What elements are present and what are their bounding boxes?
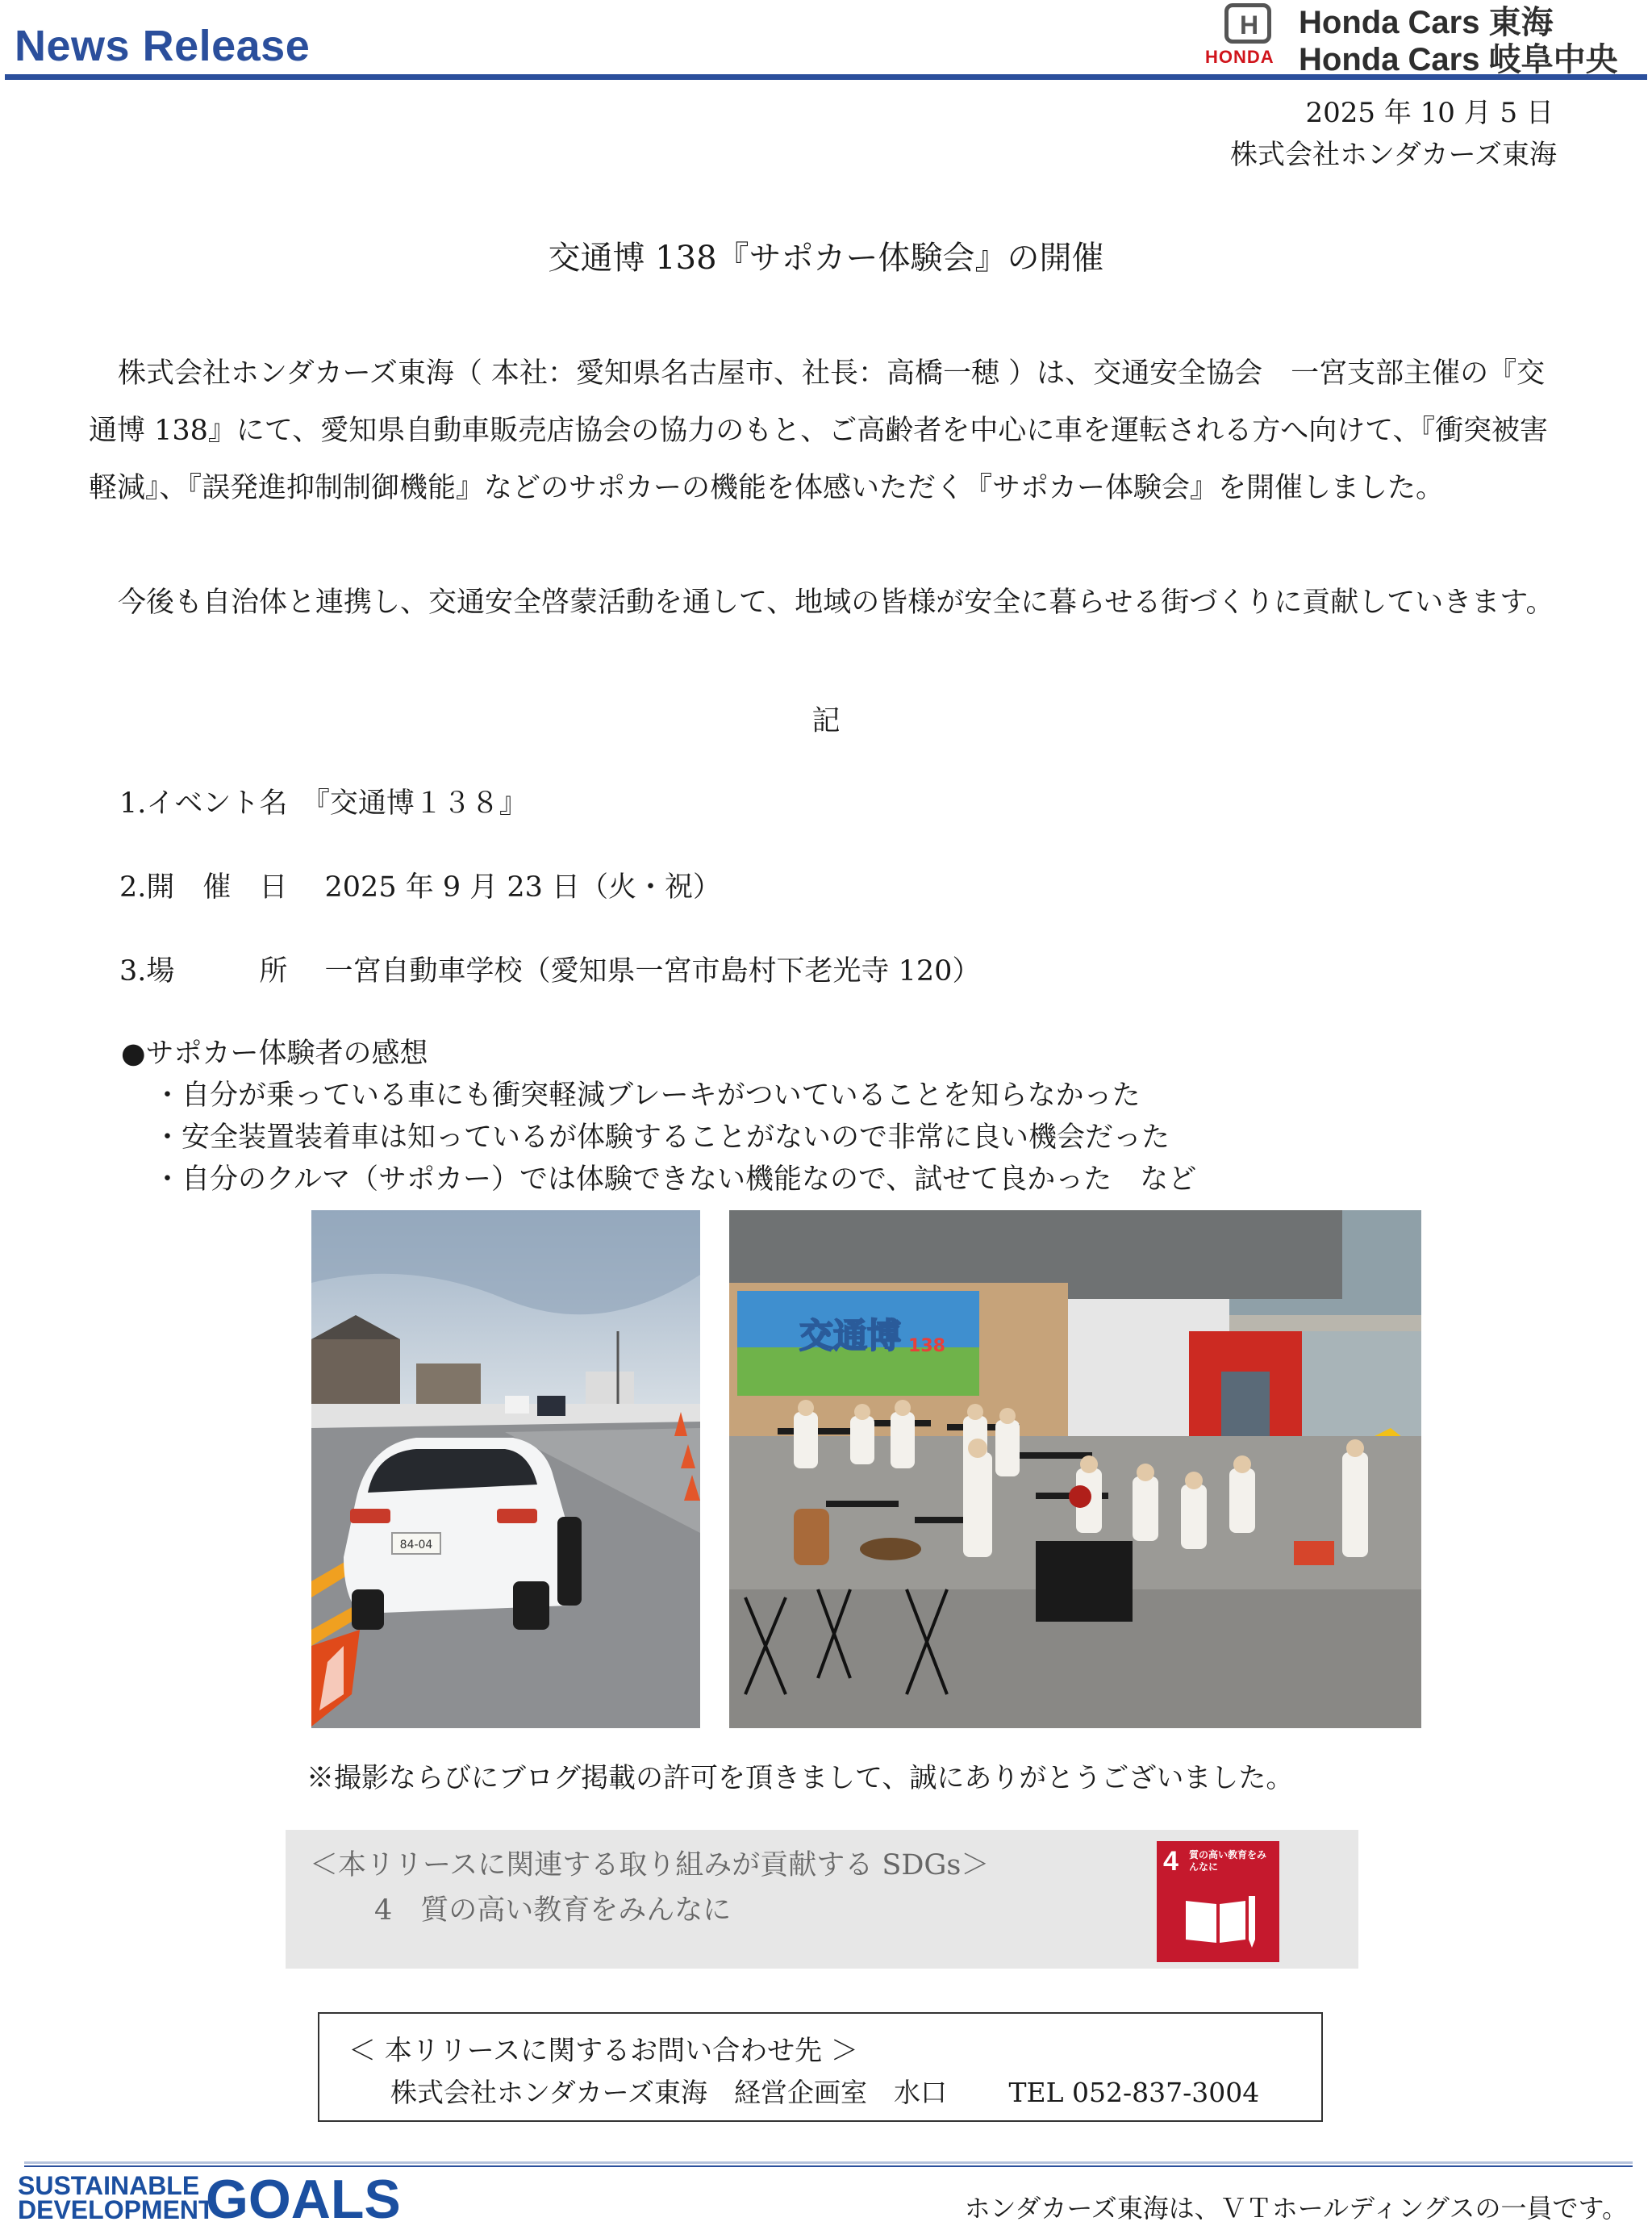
sdgs-logo-line-2: DEVELOPMENT bbox=[18, 2195, 215, 2224]
sdg4-number: 4 bbox=[1163, 1846, 1179, 1877]
body-paragraph-2-text: 今後も自治体と連携し、交通安全啓蒙活動を通して、地域の皆様が安全に暮らせる街づくりに貢献していきます。 bbox=[118, 587, 1554, 619]
document-title: 交通博 138『サポカー体験会』の開催 bbox=[548, 240, 1104, 277]
open-book-pencil-icon bbox=[1181, 1893, 1258, 1949]
news-release-heading: News Release bbox=[15, 22, 311, 70]
banner-title-text: 交通博 bbox=[799, 1316, 902, 1355]
impression-item: ・安全装置装着車は知っているが体験することがないので非常に良い機会だった bbox=[153, 1121, 1170, 1154]
item-event-date: 2.開 催 日 2025 年 9 月 23 日（火・祝） bbox=[119, 871, 722, 904]
honda-cars-gifu-label: Honda Cars 岐阜中央 bbox=[1299, 42, 1618, 77]
photo-car-test-course bbox=[311, 1210, 700, 1728]
honda-h-mark-icon: H bbox=[1224, 3, 1271, 44]
impressions-heading: ●サポカー体験者の感想 bbox=[121, 1038, 428, 1070]
sdgs-logo-line-1: SUSTAINABLE bbox=[18, 2171, 200, 2200]
sdgs-goal-label: 4 質の高い教育をみんなに bbox=[374, 1894, 732, 1927]
item-event-name: 1.イベント名 『交通博１３８』 bbox=[119, 787, 528, 820]
footer-rule bbox=[24, 2165, 1633, 2167]
car-plate-text: 84-04 bbox=[399, 1539, 433, 1551]
release-date: 2025 年 10 月 5 日 bbox=[1305, 97, 1554, 129]
ki-marker: 記 bbox=[811, 705, 841, 737]
sdgs-logo-text bbox=[18, 2171, 215, 2224]
photo-permission-note: ※撮影ならびにブログ掲載の許可を頂きまして、誠にありがとうございました。 bbox=[307, 1762, 1294, 1794]
photo-band-performance bbox=[729, 1210, 1421, 1728]
item-event-place: 3.場 所 一宮自動車学校（愛知県一宮市島村下老光寺 120） bbox=[119, 955, 981, 988]
footer-rule-shadow bbox=[24, 2161, 1633, 2164]
impression-item: ・自分のクルマ（サポカー）では体験できない機能なので、試せて良かった など bbox=[153, 1163, 1197, 1196]
honda-cars-tokai-label: Honda Cars 東海 bbox=[1299, 5, 1554, 40]
company-name: 株式会社ホンダカーズ東海 bbox=[1230, 139, 1557, 171]
sdgs-heading: ＜本リリースに関連する取り組みが貢献する SDGs＞ bbox=[310, 1849, 990, 1881]
sdgs-logo-goals: GOALS bbox=[206, 2169, 401, 2230]
sdg4-quality-education-icon bbox=[1157, 1841, 1279, 1962]
honda-cars-logo bbox=[1202, 0, 1637, 77]
impression-item: ・自分が乗っている車にも衝突軽減ブレーキがついていることを知らなかった bbox=[153, 1080, 1141, 1112]
contact-heading: ＜ 本リリースに関するお問い合わせ先 ＞ bbox=[348, 2035, 858, 2067]
footer-note: ホンダカーズ東海は、ＶＴホールディングスの一員です。 bbox=[964, 2193, 1628, 2224]
body-paragraph-2 bbox=[89, 574, 1565, 632]
body-paragraph-1-text: 株式会社ホンダカーズ東海（ 本社：愛知県名古屋市、社長：高橋一穂 ）は、交通安全協会 一宮支部主催の『交通博 138』にて、愛知県自動車販売店協会の協力のもと、ご高齢者を中心に車を運転される方へ向けて、『衝突被害軽減』、『誤発進抑制制御機能』などのサポカーの機能を体感いただく『サポカー体験会』を開催しました。 bbox=[89, 357, 1549, 504]
sdg4-caption: 質の高い教育をみんなに bbox=[1189, 1849, 1267, 1873]
body-paragraph-1 bbox=[89, 345, 1565, 517]
honda-wordmark: HONDA bbox=[1205, 47, 1274, 67]
banner-number-text: 138 bbox=[908, 1336, 945, 1356]
contact-details: 株式会社ホンダカーズ東海 経営企画室 水口 TEL 052-837-3004 bbox=[390, 2077, 1260, 2108]
